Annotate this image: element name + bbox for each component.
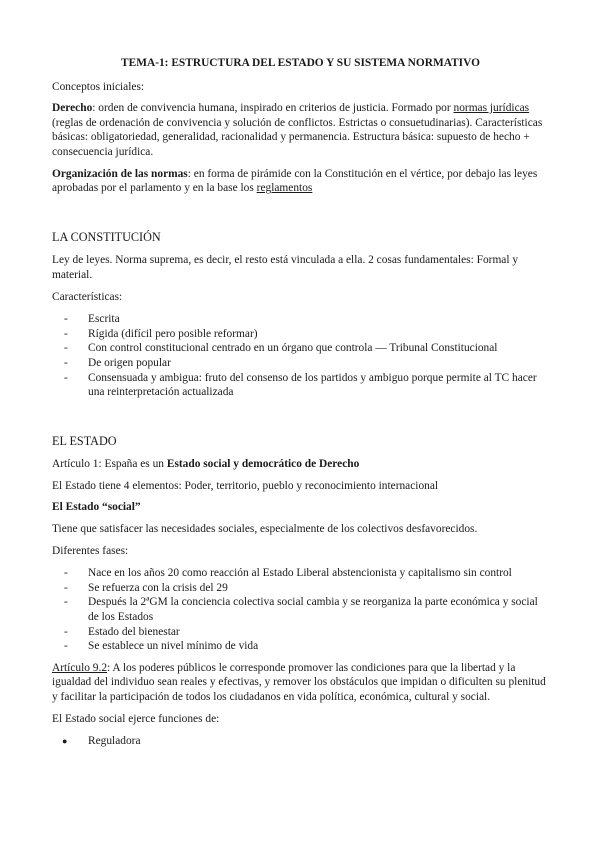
constitucion-paragraph: Ley de leyes. Norma suprema, es decir, el resto está vinculada a ella. 2 cosas fundamentales: Formal y material.	[52, 254, 519, 281]
list-item: - Nace en los años 20 como reacción al Estado Liberal abstencionista y capitalismo sin control	[52, 566, 549, 581]
list-item: - Rígida (difícil pero posible reformar)	[52, 327, 549, 342]
derecho-text-2: (reglas de ordenación de convivencia y solución de conflictos. Estrictas o consuetudinarias). Características básicas: obligatoriedad, generalidad, racionalidad y permanencia. Estructura básica: supuesto de hecho + consecuencia jurídica.	[52, 116, 543, 158]
fases-list	[52, 566, 549, 654]
derecho-term: Derecho	[52, 102, 93, 115]
estado-social-heading: El Estado “social”	[52, 501, 141, 514]
estado-social-paragraph: Tiene que satisfacer las necesidades sociales, especialmente de los colectivos desfavorecidos.	[52, 523, 478, 536]
list-item: - Se refuerza con la crisis del 29	[52, 581, 549, 596]
articulo92-paragraph	[52, 661, 549, 705]
document-page	[52, 56, 549, 749]
funciones-label: El Estado social ejerce funciones de:	[52, 712, 220, 725]
organizacion-paragraph	[52, 167, 549, 196]
articulo1-prefix: Artículo 1: España es un	[52, 458, 167, 471]
reglamentos-link: reglamentos	[256, 182, 313, 195]
list-item: - Después la 2ªGM la conciencia colectiva social cambia y se reorganiza la parte económica y social de los Estados	[52, 595, 549, 624]
estado-heading: EL ESTADO	[52, 433, 117, 448]
organizacion-text: : en forma de pirámide con la Constitución en el vértice, por debajo las leyes aprobadas por el parlamento y en la base los	[52, 167, 538, 195]
fases-label: Diferentes fases:	[52, 544, 129, 557]
derecho-paragraph	[52, 101, 549, 159]
list-item: - Escrita	[52, 312, 549, 327]
organizacion-term: Organización de las normas	[52, 167, 188, 180]
normas-juridicas-link: normas jurídicas	[453, 102, 530, 115]
caracteristicas-list	[52, 312, 549, 400]
list-item: - Estado del bienestar	[52, 625, 549, 640]
list-item: - Se establece un nivel mínimo de vida	[52, 639, 549, 654]
articulo1-paragraph	[52, 457, 549, 472]
constitucion-heading: LA CONSTITUCIÓN	[52, 229, 161, 244]
articulo92-link: Artículo 9.2	[52, 661, 108, 674]
document-title: TEMA-1: ESTRUCTURA DEL ESTADO Y SU SISTEMA NORMATIVO	[121, 57, 480, 69]
articulo92-text: : A los poderes públicos le corresponde promover las condiciones para que la libertad y la igualdad del individuo sean reales y efectivas, y remover los obstáculos que impidan o dificulten su plenitud y facilitar la participación de todos los ciudadanos en vida política, económica, cultural y social.	[52, 661, 546, 703]
derecho-text-1: : orden de convivencia humana, inspirado en criterios de justicia. Formado por	[92, 102, 454, 115]
list-item: - Consensuada y ambigua: fruto del consenso de los partidos y ambiguo porque permite al TC hacer una reinterpretación actualizada	[52, 371, 549, 400]
articulo1-bold: Estado social y democrático de Derecho	[166, 458, 360, 471]
caracteristicas-label: Características:	[52, 290, 123, 303]
funciones-list	[52, 734, 549, 749]
list-item: - De origen popular	[52, 356, 549, 371]
list-item: - Con control constitucional centrado en un órgano que controla — Tribunal Constitucional	[52, 341, 549, 356]
elementos-paragraph: El Estado tiene 4 elementos: Poder, territorio, pueblo y reconocimiento internacional	[52, 479, 439, 492]
intro-text: Conceptos iniciales:	[52, 80, 145, 93]
list-item: ● Reguladora	[52, 734, 549, 749]
